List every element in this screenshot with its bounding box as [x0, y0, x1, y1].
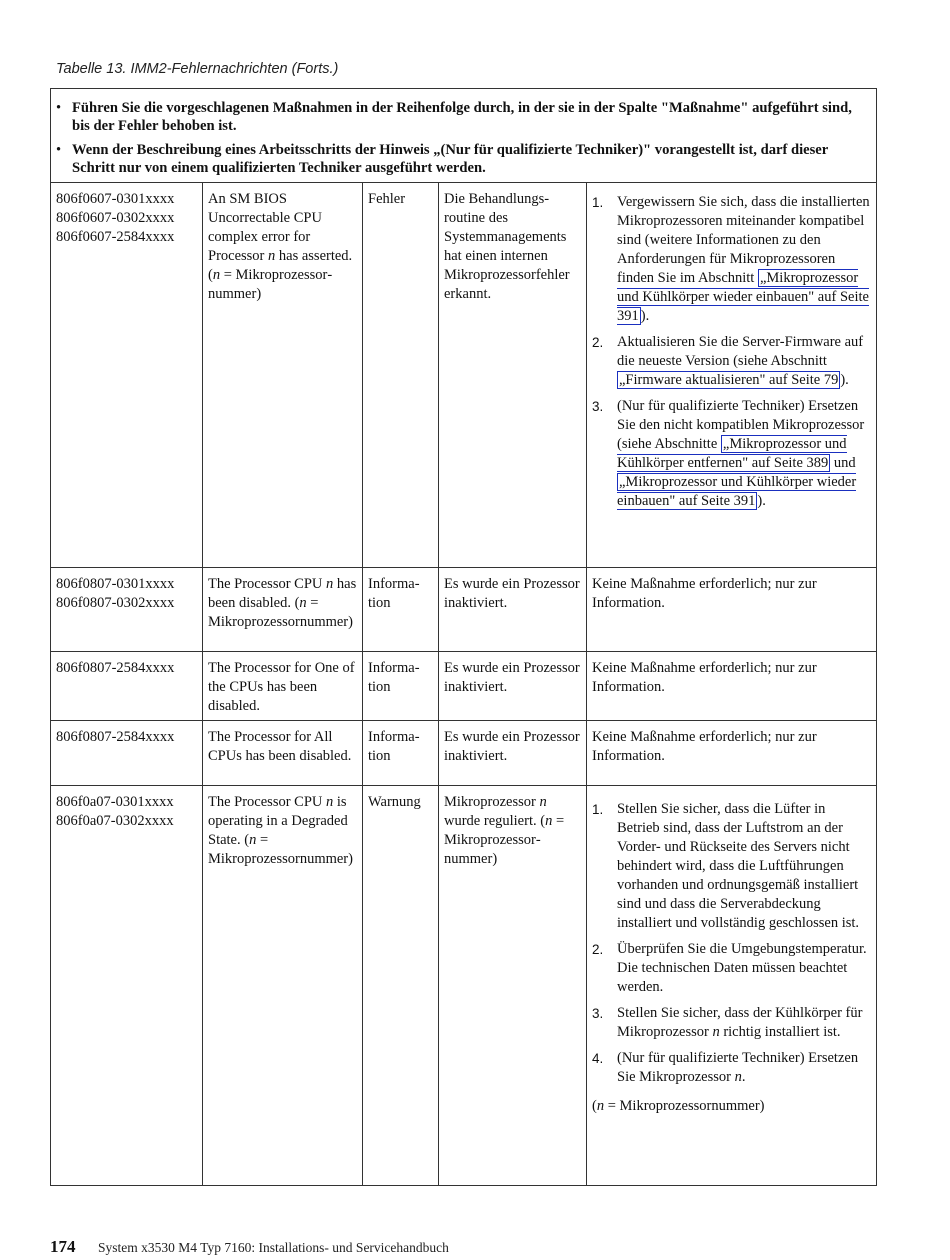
action-step: 2. Überprüfen Sie die Umgebungstemperatur. Die technischen Daten müssen beachtet werden.: [592, 941, 867, 995]
event-id-cell: 806f0807-2584xxxx: [51, 721, 203, 786]
explanation-cell: Es wurde ein Prozessor inaktiviert.: [439, 652, 587, 721]
action-step: 3. (Nur für qualifizierte Techniker) Ersetzen Sie den nicht kompatiblen Mikroprozessor (siehe Abschnitte „Mikroprozessor und Kühlkörper entfernen" auf Seite 389 und „Mikroprozessor und Kühlkörper wieder einbauen" auf Seite 391 ).: [592, 398, 865, 509]
message-cell: The Processor CPU n has been disabled. (n = Mikroprozessornummer): [203, 568, 363, 652]
action-step: 2. Aktualisieren Sie die Server-Firmware auf die neueste Version (siehe Abschnitt „Firmware aktualisieren" auf Seite 79 ).: [592, 334, 864, 388]
table-row: [51, 183, 877, 568]
explanation-cell: Es wurde ein Prozessor inaktiviert.: [439, 721, 587, 786]
action-step: 3. Stellen Sie sicher, dass der Kühlkörper für Mikroprozessor n richtig installiert ist.: [592, 1005, 863, 1040]
action-cell: Keine Maßnahme erforderlich; nur zur Information.: [587, 568, 877, 652]
severity-cell: Warnung: [363, 786, 439, 1186]
imm2-error-table: [50, 88, 877, 1186]
message-cell: The Processor for One of the CPUs has been disabled.: [203, 652, 363, 721]
action-step: 1. Stellen Sie sicher, dass die Lüfter in Betrieb sind, dass der Luftstrom an der Vorder- und Rückseite des Servers nicht behindert wird, dass die Luftführungen vorhanden und ordnungsgemäß installiert sind und dass die Serverabdeckung installiert und vollständig geschlossen ist.: [592, 801, 860, 931]
action-cell: [587, 183, 877, 568]
page-number: 174: [50, 1237, 76, 1256]
action-step: 4. (Nur für qualifizierte Techniker) Ersetzen Sie Mikroprozessor n.: [592, 1050, 859, 1085]
action-step: 1. Vergewissern Sie sich, dass die installierten Mikroprozessoren miteinander kompatibel sind (weitere Informationen zu den Anforderungen für Mikroprozessoren finden Sie im Abschnitt „Mikroprozessor und Kühlkörper wieder einbauen" auf Seite 391 ).: [592, 194, 870, 324]
event-id-cell: 806f0807-2584xxxx: [51, 652, 203, 721]
notes-row: [51, 89, 877, 183]
footnote: (n = Mikroprozessornummer): [592, 1098, 765, 1114]
event-id-cell: 806f0607-0301xxxx 806f0607-0302xxxx 806f0607-2584xxxx: [51, 183, 203, 568]
explanation-cell: Die Behandlungsroutine des Systemmanagements hat einen internen Mikroprozessorfehler erkannt.: [439, 183, 587, 568]
table-row: [51, 786, 877, 1186]
table-caption: Tabelle 13. IMM2-Fehlernachrichten (Forts.): [56, 61, 339, 77]
note-item: • Wenn der Beschreibung eines Arbeitsschritts der Hinweis „(Nur für qualifizierte Techniker)" vorangestellt ist, darf dieser Schritt nur von einem qualifizierten Techniker ausgeführt werden.: [56, 142, 829, 176]
event-id-cell: 806f0a07-0301xxxx 806f0a07-0302xxxx: [51, 786, 203, 1186]
action-steps: [592, 193, 871, 511]
table-row: [51, 721, 877, 786]
cross-reference-link[interactable]: „Firmware aktualisieren" auf Seite 79: [619, 372, 839, 388]
action-cell: Keine Maßnahme erforderlich; nur zur Information.: [587, 652, 877, 721]
page-footer-title: System x3530 M4 Typ 7160: Installations- und Servicehandbuch: [98, 1240, 449, 1255]
severity-cell: Information: [363, 652, 439, 721]
table-row: [51, 652, 877, 721]
table-row: [51, 568, 877, 652]
notes-cell: [51, 89, 877, 183]
severity-cell: Information: [363, 721, 439, 786]
cross-reference-link[interactable]: „Mikroprozessor und Kühlkörper wieder einbauen" auf Seite 391: [617, 270, 869, 324]
severity-cell: Fehler: [363, 183, 439, 568]
action-cell: Keine Maßnahme erforderlich; nur zur Information.: [587, 721, 877, 786]
cross-reference-link[interactable]: „Mikroprozessor und Kühlkörper entfernen" auf Seite 389: [617, 436, 847, 471]
message-cell: An SM BIOS Uncorrectable CPU complex error for Processor n has asserted. (n = Mikroprozessornummer): [203, 183, 363, 568]
severity-cell: Information: [363, 568, 439, 652]
note-item: • Führen Sie die vorgeschlagenen Maßnahmen in der Reihenfolge durch, in der sie in der Spalte "Maßnahme" aufgeführt sind, bis der Fehler behoben ist.: [56, 100, 852, 134]
cross-reference-link[interactable]: „Mikroprozessor und Kühlkörper wieder einbauen" auf Seite 391: [617, 474, 857, 509]
explanation-cell: Mikroprozessor n wurde reguliert. (n = Mikroprozessornummer): [439, 786, 587, 1186]
event-id-cell: 806f0807-0301xxxx 806f0807-0302xxxx: [51, 568, 203, 652]
message-cell: The Processor for All CPUs has been disabled.: [203, 721, 363, 786]
explanation-cell: Es wurde ein Prozessor inaktiviert.: [439, 568, 587, 652]
message-cell: The Processor CPU n is operating in a Degraded State. (n = Mikroprozessornummer): [203, 786, 363, 1186]
action-cell: [587, 786, 877, 1186]
action-steps: [592, 800, 871, 1087]
